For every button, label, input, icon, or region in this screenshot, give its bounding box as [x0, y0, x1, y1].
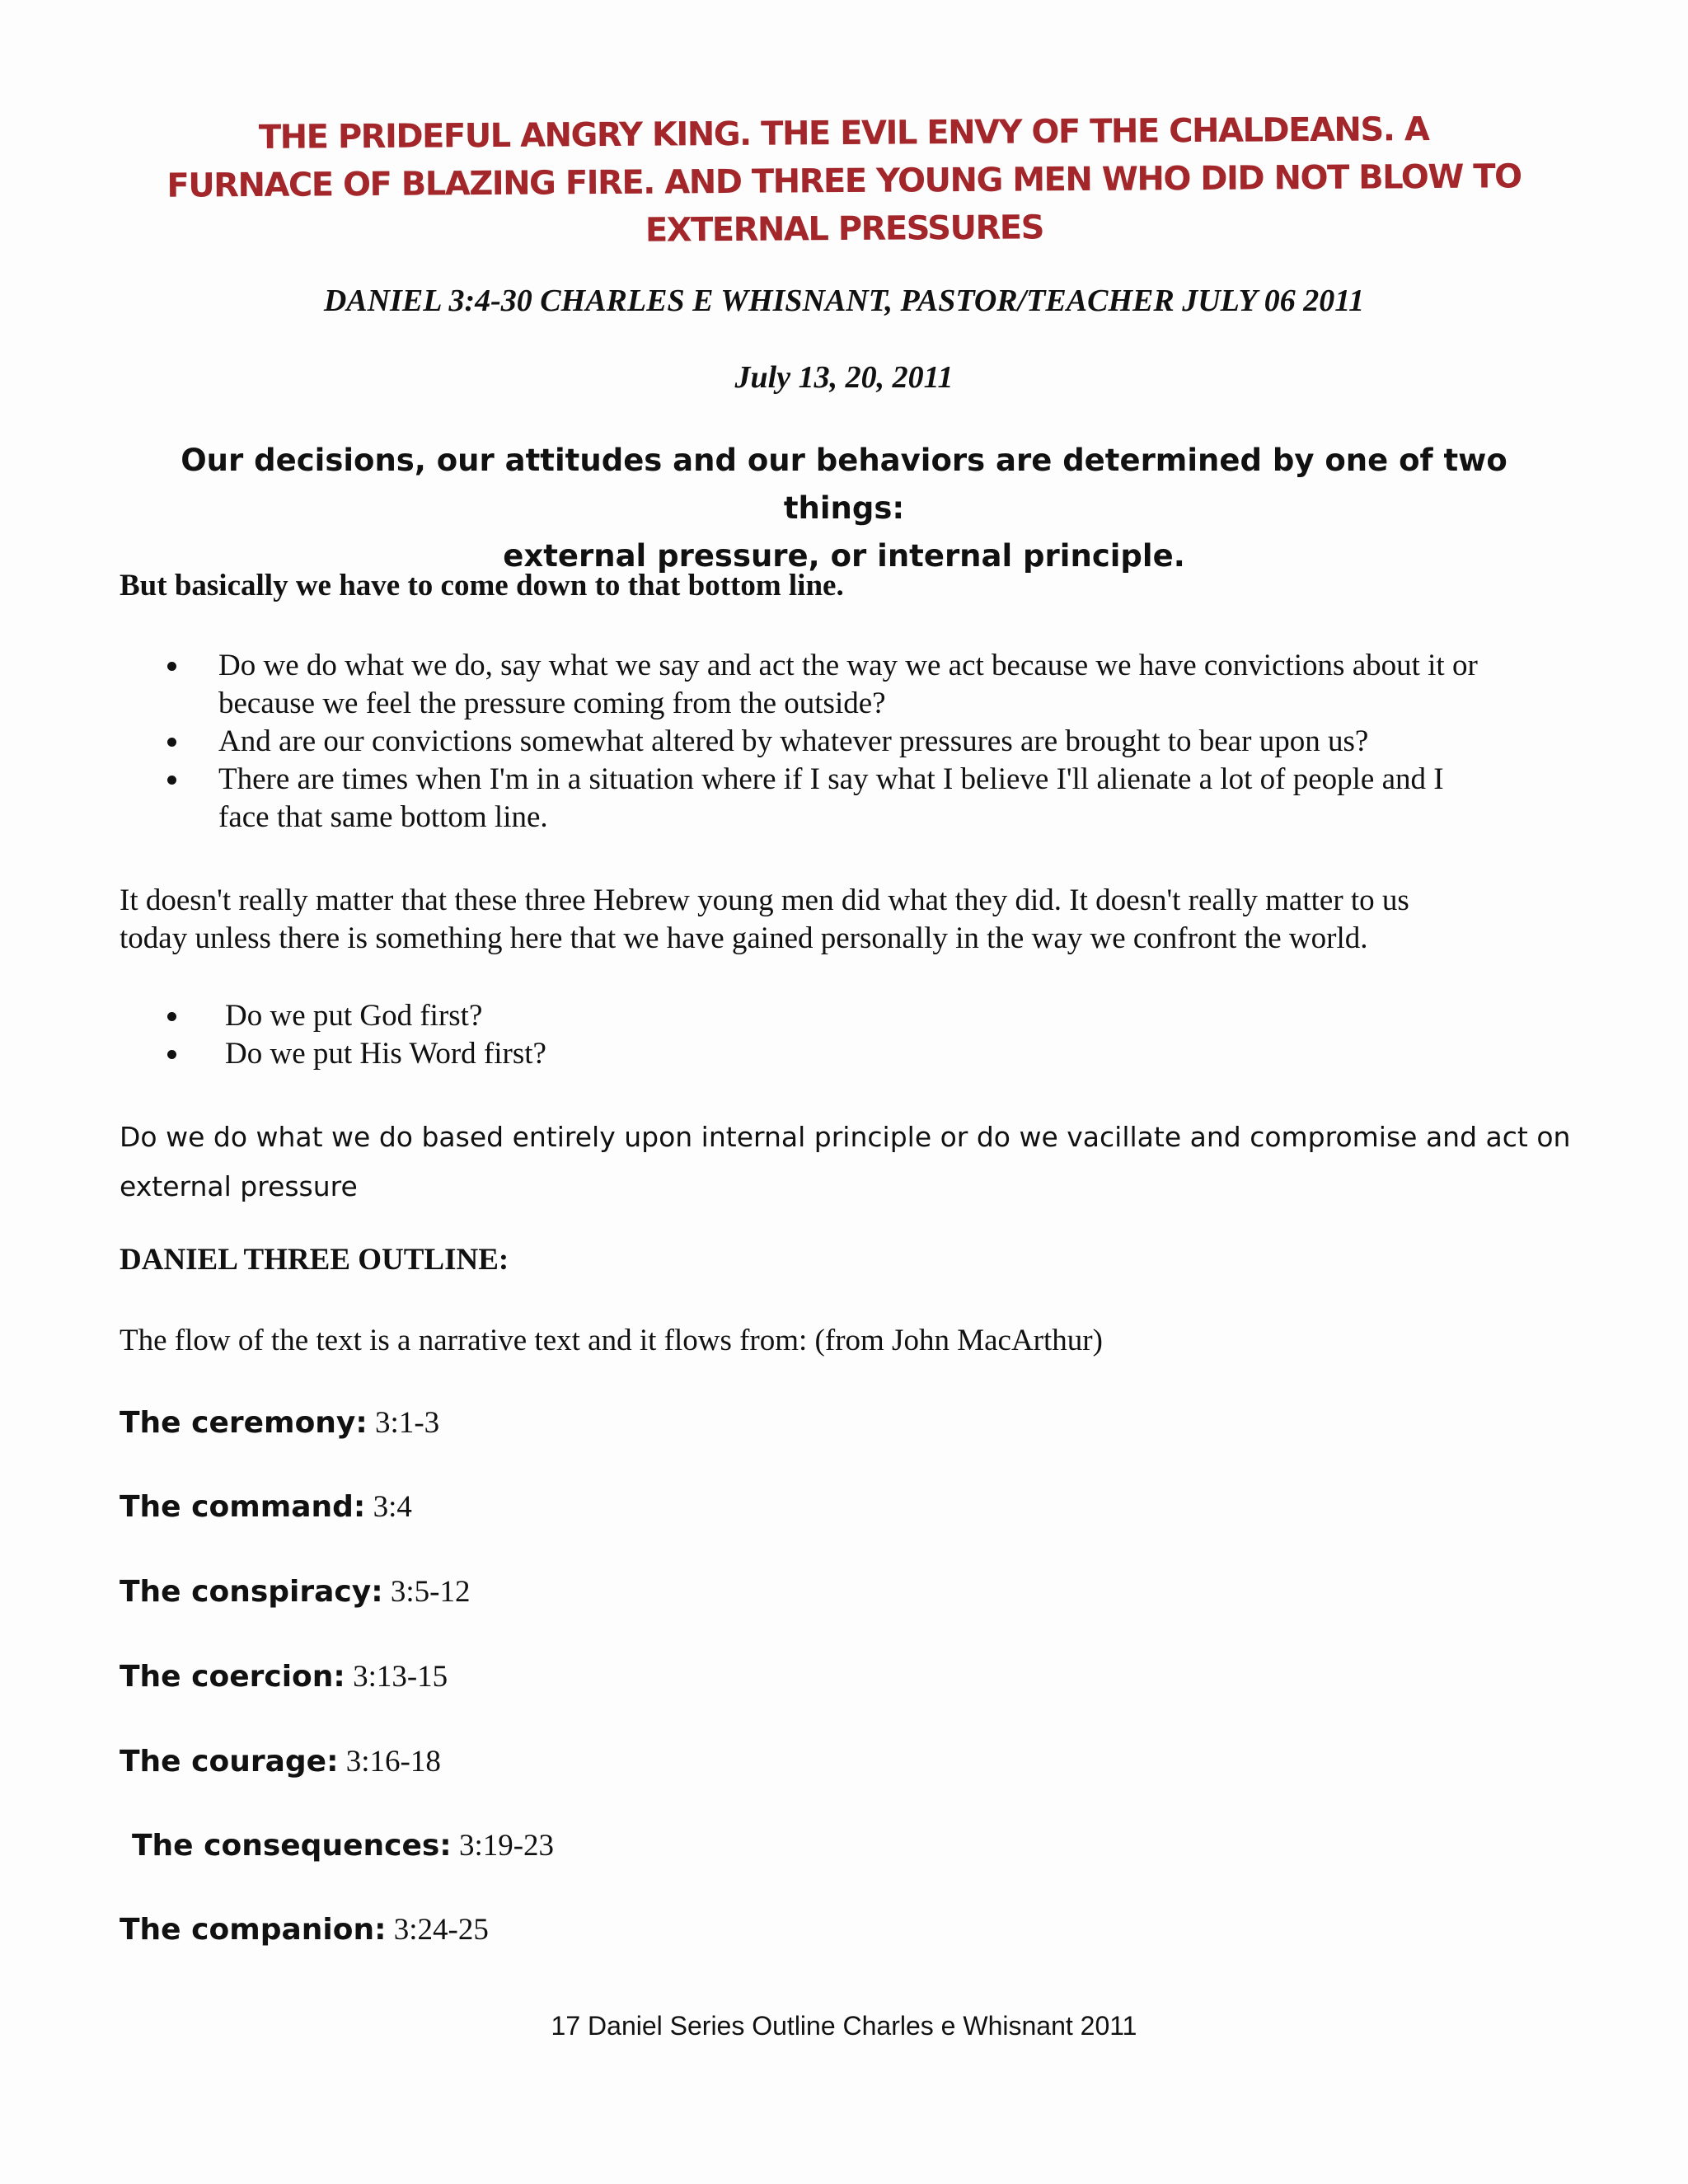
paragraph-line: It doesn't really matter that these three Hebrew young men did what they did. It doesn't really matter to us — [120, 883, 1409, 917]
list-item-line: because we feel the pressure coming from the outside? — [218, 687, 886, 720]
scripture-author-line: DANIEL 3:4-30 CHARLES E WHISNANT, PASTOR/TEACHER JULY 06 2011 — [323, 284, 1365, 318]
document-title — [98, 105, 1589, 259]
title-line: FURNACE OF BLAZING FIRE. AND THREE YOUNG MEN WHO DID NOT BLOW TO — [166, 157, 1522, 205]
outline-reference: 3:1-3 — [367, 1406, 440, 1440]
outline-item — [120, 1574, 470, 1610]
list-item-line: Do we put His Word first? — [225, 1037, 546, 1071]
bullet-icon — [167, 1050, 176, 1059]
list-item — [120, 723, 1603, 761]
outline-reference: 3:24-25 — [386, 1913, 489, 1947]
title-line: THE PRIDEFUL ANGRY KING. THE EVIL ENVY OF THE CHALDEANS. A — [258, 110, 1429, 157]
bullet-icon — [167, 776, 176, 785]
sermon-dates: July 13, 20, 2011 — [734, 360, 954, 395]
outline-label: The consequences: — [132, 1829, 452, 1863]
outline-item — [120, 1489, 412, 1525]
list-item-line: And are our convictions somewhat altered by whatever pressures are brought to bear upon us? — [218, 724, 1369, 758]
outline-heading: DANIEL THREE OUTLINE: — [120, 1243, 509, 1277]
list-item — [120, 761, 1603, 837]
outline-label: The command: — [120, 1490, 366, 1524]
priorities-list — [120, 997, 944, 1073]
body-paragraph — [120, 882, 1409, 958]
title-line: EXTERNAL PRESSURES — [645, 209, 1044, 250]
outline-reference: 3:13-15 — [345, 1660, 448, 1694]
list-item — [120, 997, 944, 1035]
key-statement — [124, 437, 1564, 580]
list-item — [120, 647, 1603, 723]
paragraph-line: today unless there is something here that we have gained personally in the way we confront the world. — [120, 921, 1368, 955]
outline-reference: 3:16-18 — [338, 1745, 441, 1779]
outline-label: The companion: — [120, 1913, 387, 1947]
outline-item — [120, 1744, 441, 1779]
principle-question — [120, 1113, 1570, 1212]
outline-reference: 3:4 — [365, 1490, 412, 1524]
key-statement-line: external pressure, or internal principle. — [503, 538, 1185, 574]
question-line: Do we do what we do based entirely upon internal principle or do we vacillate and compromise and act on — [120, 1121, 1571, 1153]
list-item — [120, 1035, 944, 1073]
outline-label: The courage: — [120, 1745, 339, 1779]
outline-label: The conspiracy: — [120, 1575, 383, 1609]
bullet-icon — [167, 662, 176, 671]
outline-reference: 3:19-23 — [451, 1829, 555, 1863]
page-footer: 17 Daniel Series Outline Charles e Whisnant 2011 — [551, 2011, 1137, 2041]
list-item-line: There are times when I'm in a situation where if I say what I believe I'll alienate a lot of people and I — [218, 762, 1444, 796]
convictions-list — [120, 647, 1603, 837]
list-item-line: Do we do what we do, say what we say and act the way we act because we have convictions about it or — [218, 649, 1478, 682]
bottom-line-statement: But basically we have to come down to that bottom line. — [120, 569, 844, 602]
outline-reference: 3:5-12 — [382, 1575, 471, 1609]
outline-label: The ceremony: — [120, 1406, 368, 1440]
list-item-line: Do we put God first? — [225, 999, 483, 1033]
key-statement-line: Our decisions, our attitudes and our behaviors are determined by one of two things: — [181, 443, 1507, 526]
outline-item — [120, 1912, 489, 1947]
outline-item — [120, 1659, 448, 1694]
bullet-icon — [167, 1012, 176, 1021]
outline-label: The coercion: — [120, 1660, 345, 1694]
flow-description: The flow of the text is a narrative text and it flows from: (from John MacArthur) — [120, 1324, 1103, 1357]
question-line: external pressure — [120, 1170, 358, 1202]
bullet-icon — [167, 738, 176, 747]
list-item-line: face that same bottom line. — [218, 800, 548, 834]
outline-item — [120, 1405, 439, 1441]
outline-item — [132, 1828, 554, 1863]
